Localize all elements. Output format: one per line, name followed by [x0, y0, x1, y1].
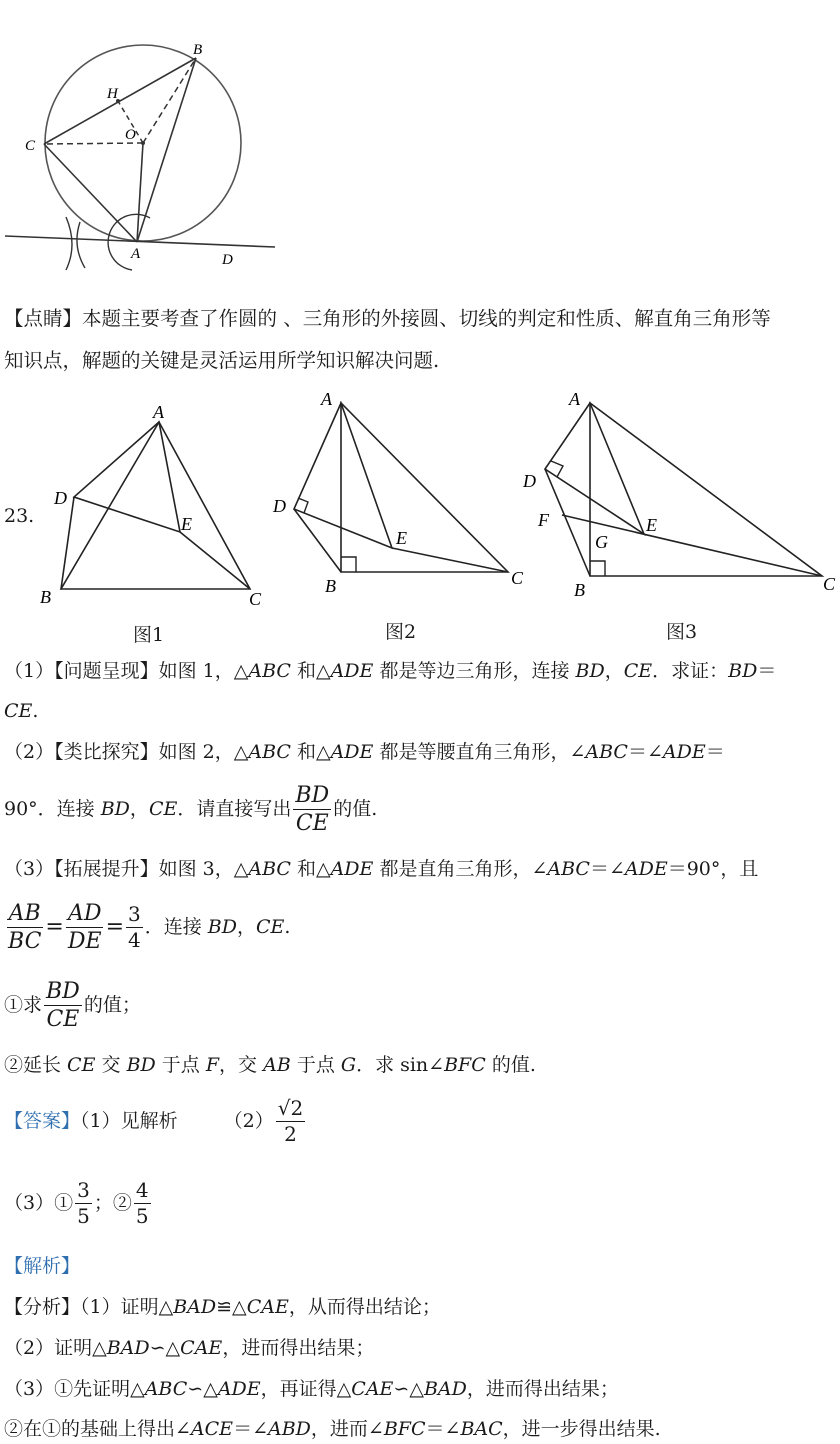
text-segment: AB [7, 902, 43, 928]
text-segment: 2 [284, 1122, 297, 1146]
text-segment: （1）证明△ [80, 1296, 174, 1318]
text-segment: ，进一步得出结果. [502, 1418, 661, 1440]
text-segment: CE [4, 700, 33, 722]
svg-text:G: G [595, 532, 608, 552]
circle-construction-figure [0, 0, 300, 290]
caption-fig3: 图3 [666, 621, 698, 643]
text-segment: ABC [248, 660, 291, 682]
text-segment: ADE [662, 741, 706, 763]
text-segment: BAC [460, 1418, 503, 1440]
svg-text:C: C [823, 574, 836, 594]
text-segment: BD [575, 660, 605, 682]
text-segment: ADE [624, 858, 668, 880]
text-segment: ＝∠ [233, 1418, 268, 1440]
svg-text:B: B [574, 580, 585, 600]
answer-fraction-4-5 [134, 1180, 151, 1227]
label-c: C [25, 138, 36, 154]
text-segment: 90°．连接 [4, 798, 101, 821]
text-segment: ABC [248, 741, 291, 763]
dashed-ob [143, 58, 196, 143]
label-h: H [107, 86, 118, 102]
answer-fraction-sqrt2-2 [276, 1098, 305, 1145]
text-segment: BD [126, 1054, 156, 1076]
text-segment: ， [129, 798, 149, 821]
text-segment: 4 [135, 1178, 149, 1202]
text-segment: CAE [351, 1378, 394, 1400]
text-segment: ABC [547, 858, 590, 880]
text-segment: ＝ [757, 660, 777, 682]
analysis-line-2 [4, 1339, 374, 1358]
svg-text:C: C [249, 589, 262, 609]
text-segment: ；② [93, 1192, 132, 1215]
text-segment: 都是直角三角形，∠ [373, 858, 548, 880]
question-3-part-1 [4, 980, 141, 1031]
text-segment: ②在①的基础上得出∠ [4, 1418, 191, 1440]
text-segment: = [45, 914, 64, 940]
fraction-bd-ce-q3 [44, 980, 82, 1031]
text-segment: BC [8, 929, 42, 955]
dashed-oc [44, 143, 143, 144]
text-segment: BD [293, 784, 331, 810]
text-segment: 和△ [290, 741, 331, 763]
text-segment: √2 [277, 1096, 304, 1120]
dianjing-line-2: 知识点，解题的关键是灵活运用所学知识解决问题. [4, 349, 440, 372]
text-segment: ．求 sin∠ [356, 1054, 445, 1076]
text-segment: ①求 [4, 994, 43, 1017]
question-2-line-2 [4, 784, 377, 835]
text-segment: ，从而得出结论； [288, 1296, 441, 1318]
text-segment: ．连接 [144, 916, 208, 939]
text-segment: ADE [217, 1378, 261, 1400]
text-segment: F [205, 1054, 220, 1076]
text-segment: ACE [190, 1418, 234, 1440]
text-segment: BD [207, 916, 237, 939]
fenxi-tag: 【分析】 [4, 1296, 81, 1318]
construction-arc-left-1 [66, 217, 72, 270]
dianjing-line-1: 【点睛】本题主要考查了作圆的 、三角形的外接圆、切线的判定和性质、解直角三角形等 [4, 307, 771, 330]
text-segment: （1）【问题呈现】如图 1，△ [4, 660, 249, 682]
text-segment: ∽△ [187, 1378, 218, 1400]
text-segment: CAE [246, 1296, 289, 1318]
text-segment: 3 [128, 902, 141, 927]
question-3-line-1 [4, 860, 758, 879]
text-segment: ， [236, 916, 256, 939]
svg-text:A: A [321, 389, 332, 409]
text-segment: BD [728, 660, 758, 682]
text-segment: ABC [248, 858, 291, 880]
svg-text:A: A [153, 402, 164, 422]
question-1-line-2 [4, 702, 38, 721]
construction-arc-left-2 [77, 222, 85, 268]
text-segment: . [284, 916, 291, 939]
question-3-line-2 [4, 902, 290, 953]
text-segment: ．求证： [652, 660, 729, 682]
text-segment: CE [148, 798, 178, 821]
text-segment: ，进而得出结果； [222, 1337, 375, 1359]
text-segment: CAE [180, 1337, 223, 1359]
text-segment: ②延长 [4, 1054, 68, 1076]
text-segment: 和△ [290, 660, 331, 682]
caption-fig2: 图2 [385, 621, 417, 643]
text-segment: ABD [267, 1418, 311, 1440]
question-2-line-1 [4, 743, 725, 762]
question-1-line-1 [4, 662, 776, 681]
text-segment: BFC [444, 1054, 486, 1076]
text-segment: ADE [330, 660, 374, 682]
svg-text:D: D [523, 471, 536, 491]
svg-text:A: A [569, 389, 580, 409]
answer-tag: 【答案】 [4, 1110, 81, 1133]
label-a: A [131, 246, 141, 262]
text-segment: G [340, 1054, 357, 1076]
text-segment: （2）证明△ [4, 1337, 107, 1359]
text-segment: ．请直接写出 [177, 798, 292, 821]
figure-3 [520, 385, 840, 605]
text-segment: CE [67, 1054, 96, 1076]
text-segment: ＝90°，且 [667, 858, 759, 880]
text-segment: BAD [106, 1337, 150, 1359]
svg-text:E: E [646, 515, 657, 535]
figure-2 [270, 385, 535, 600]
text-segment: CE [623, 660, 653, 682]
text-segment: ABC [585, 741, 628, 763]
svg-text:D: D [273, 496, 286, 516]
text-segment: 于点 [155, 1054, 206, 1076]
text-segment: （2）【类比探究】如图 2，△ [4, 741, 249, 763]
text-segment: （2） [223, 1110, 274, 1133]
text-segment: （3）①先证明△ [4, 1378, 145, 1400]
svg-text:B: B [325, 576, 336, 596]
svg-text:C: C [511, 568, 524, 588]
text-segment: ADE [330, 741, 374, 763]
text-segment: （3）① [4, 1192, 74, 1215]
text-segment: 于点 [290, 1054, 341, 1076]
analysis-tag: 【解析】 [4, 1255, 81, 1277]
text-segment: 的值. [333, 798, 378, 821]
text-segment: BD [100, 798, 130, 821]
text-segment: 5 [135, 1204, 149, 1228]
svg-text:D: D [54, 488, 67, 508]
analysis-line-1 [4, 1298, 441, 1317]
text-segment: BFC [383, 1418, 426, 1440]
fraction-ad-de [66, 902, 104, 953]
text-segment: ADE [330, 858, 374, 880]
figure-1 [30, 395, 280, 625]
text-segment: 都是等边三角形，连接 [373, 660, 576, 682]
text-segment: ＝∠ [425, 1418, 461, 1440]
label-d: D [222, 252, 233, 268]
text-segment: AD [66, 902, 104, 928]
svg-text:F: F [538, 510, 549, 530]
analysis-line-4 [4, 1420, 661, 1439]
text-segment: DE [67, 929, 102, 955]
text-segment: . [32, 700, 39, 722]
text-segment: 的值； [83, 994, 141, 1017]
text-segment: （3）【拓展提升】如图 3，△ [4, 858, 249, 880]
fraction-bd-ce-q2 [293, 784, 331, 835]
text-segment: CE [256, 916, 285, 939]
analysis-line-3 [4, 1380, 619, 1399]
text-segment: 3 [77, 1178, 90, 1202]
text-segment: CE [46, 1007, 80, 1033]
text-segment: AB [263, 1054, 291, 1076]
answer-line-2 [4, 1180, 153, 1227]
text-segment: ∽△ [393, 1378, 424, 1400]
text-segment: CE [295, 811, 329, 837]
answer-line-1 [4, 1098, 307, 1145]
text-segment: 5 [77, 1204, 90, 1228]
text-segment: ，交 [219, 1054, 264, 1076]
text-segment: ，进而∠ [310, 1418, 384, 1440]
caption-fig1: 图1 [133, 624, 165, 646]
text-segment: BD [44, 980, 82, 1006]
label-o: O [125, 127, 136, 143]
question-3-part-2 [4, 1056, 536, 1075]
text-segment: BAD [173, 1296, 217, 1318]
text-segment: 和△ [290, 858, 331, 880]
text-segment: ∽△ [149, 1337, 181, 1359]
text-segment: 交 [95, 1054, 127, 1076]
problem-number: 23. [4, 505, 35, 527]
dianjing-tag: 【点睛】 [4, 307, 83, 330]
text-segment: ＝∠ [589, 858, 625, 880]
text-segment: 都是等腰直角三角形，∠ [373, 741, 586, 763]
label-b: B [193, 42, 203, 58]
text-segment: ＝∠ [627, 741, 663, 763]
text-segment: ，再证得△ [260, 1378, 352, 1400]
text-segment: ，进而得出结果； [466, 1378, 619, 1400]
text-segment: 的值. [485, 1054, 536, 1076]
text-segment: ≌△ [216, 1296, 247, 1318]
svg-text:E: E [396, 528, 407, 548]
answer-fraction-3-5 [75, 1180, 92, 1227]
fraction-ab-bc [6, 902, 43, 953]
text-segment: ， [604, 660, 624, 682]
text-segment: BAD [423, 1378, 467, 1400]
fraction-3-4 [126, 904, 143, 951]
text-segment: ＝ [705, 741, 725, 763]
svg-text:B: B [40, 587, 51, 607]
text-segment: （1）见解析 [80, 1110, 178, 1133]
svg-text:E: E [181, 514, 192, 534]
text-segment: 4 [128, 928, 141, 953]
text-segment: = [105, 914, 124, 940]
text-segment: ABC [144, 1378, 188, 1400]
